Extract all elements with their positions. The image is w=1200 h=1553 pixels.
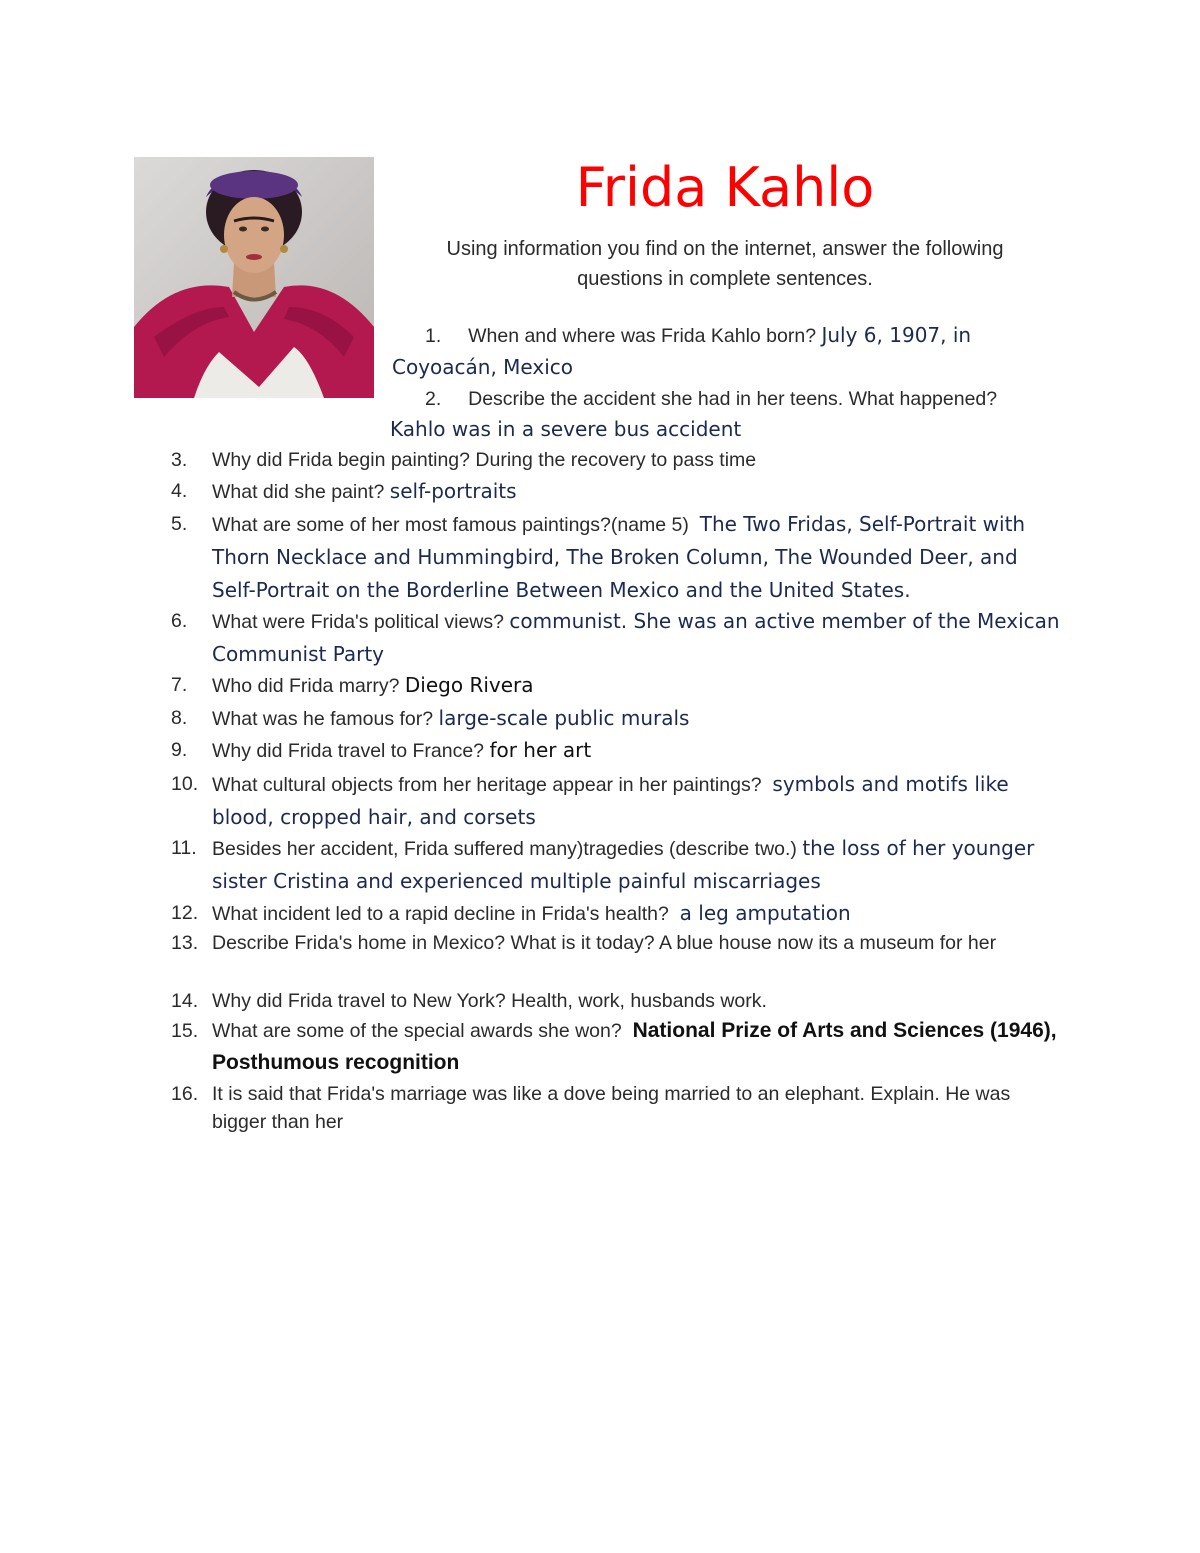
answer-text: National Prize of Arts and Sciences (1946), Posthumous recognition <box>212 1019 1057 1074</box>
portrait-photo-icon <box>134 157 374 398</box>
question-text: When and where was Frida Kahlo born? <box>468 325 817 347</box>
answer-text: a leg amputation <box>679 901 851 925</box>
question-number: 11. <box>171 837 197 859</box>
question-number: 6. <box>171 610 188 632</box>
question-text: What were Frida's political views? <box>212 611 504 633</box>
answer-text: A blue house now its a museum for her <box>659 932 997 954</box>
question-text: What was he famous for? <box>212 708 434 730</box>
question-number: 8. <box>171 707 188 729</box>
question-text: What did she paint? <box>212 481 385 503</box>
question-number: 5. <box>171 513 188 535</box>
question-text: What cultural objects from her heritage appear in her paintings? <box>212 774 762 796</box>
question-number: 15. <box>171 1020 199 1042</box>
answer-text: Health, work, husbands work. <box>511 990 767 1012</box>
question-number: 2. <box>425 388 442 410</box>
list-item <box>171 735 1061 767</box>
answer-text: communist. She was an active member of the Mexican Communist Party <box>212 609 1060 666</box>
answer-text: large-scale public murals <box>438 706 690 730</box>
question-text: Describe Frida's home in Mexico? What is it today? <box>212 932 655 954</box>
question-number: 13. <box>171 932 199 954</box>
question-text: What are some of the special awards she won? <box>212 1020 622 1042</box>
list-item <box>425 384 997 415</box>
question-number: 7. <box>171 674 188 696</box>
list-item <box>425 320 971 352</box>
page-title: Frida Kahlo <box>575 156 875 219</box>
list-item <box>171 1015 1061 1079</box>
answer-text: Kahlo was in a severe bus accident <box>390 417 742 441</box>
question-number: 4. <box>171 480 188 502</box>
list-item <box>171 476 1061 508</box>
answer-text: The Two Fridas, Self-Portrait with Thorn Necklace and Hummingbird, The Broken Column, The Wounded Deer, and Self-Portrait on the Borderline Between Mexico and the United States. <box>212 512 1026 602</box>
question-number: 9. <box>171 739 188 761</box>
list-item <box>171 768 1061 834</box>
list-item <box>171 986 1061 1017</box>
answer-text: He was bigger than her <box>212 1083 1011 1133</box>
list-item <box>171 898 1061 930</box>
list-item <box>171 1080 1061 1136</box>
frida-portrait-image <box>134 157 374 398</box>
question-number: 12. <box>171 902 199 924</box>
list-item <box>171 445 1061 476</box>
question-text: Why did Frida begin painting? <box>212 449 470 471</box>
list-item <box>171 508 1061 607</box>
question-number: 3. <box>171 449 188 471</box>
question-number: 16. <box>171 1083 199 1105</box>
question-number: 1. <box>425 325 442 347</box>
question-text: What incident led to a rapid decline in Frida's health? <box>212 903 669 925</box>
answer-text: symbols and motifs like blood, cropped hair, and corsets <box>212 772 1009 829</box>
instructions: Using information you find on the internet, answer the following questions in complete sentences. <box>446 238 1004 290</box>
list-item-continuation <box>390 414 741 446</box>
question-text: What are some of her most famous paintings?(name 5) <box>212 514 689 536</box>
question-text: Besides her accident, Frida suffered many)tragedies (describe two.) <box>212 838 797 860</box>
answer-text: During the recovery to pass time <box>475 449 757 471</box>
answer-text: Coyoacán, Mexico <box>392 355 574 379</box>
list-item <box>171 670 1061 702</box>
question-text: It is said that Frida's marriage was like a dove being married to an elephant. Explain. <box>212 1083 940 1105</box>
question-number: 14. <box>171 990 199 1012</box>
question-number: 10. <box>171 773 199 795</box>
list-item <box>171 605 1061 671</box>
question-text: Who did Frida marry? <box>212 675 400 697</box>
question-text: Why did Frida travel to France? <box>212 740 485 762</box>
question-text: Describe the accident she had in her teens. What happened? <box>468 388 998 410</box>
answer-text: Diego Rivera <box>404 673 534 697</box>
answer-text: for her art <box>489 738 592 762</box>
question-text: Why did Frida travel to New York? <box>212 990 506 1012</box>
list-item-continuation <box>392 352 573 384</box>
list-item <box>171 832 1061 898</box>
answer-text: July 6, 1907, in <box>821 323 972 347</box>
answer-text: the loss of her younger sister Cristina and experienced multiple painful miscarriages <box>212 836 1035 893</box>
answer-text: self-portraits <box>389 479 517 503</box>
list-item <box>171 929 1061 957</box>
list-item <box>171 703 1061 735</box>
